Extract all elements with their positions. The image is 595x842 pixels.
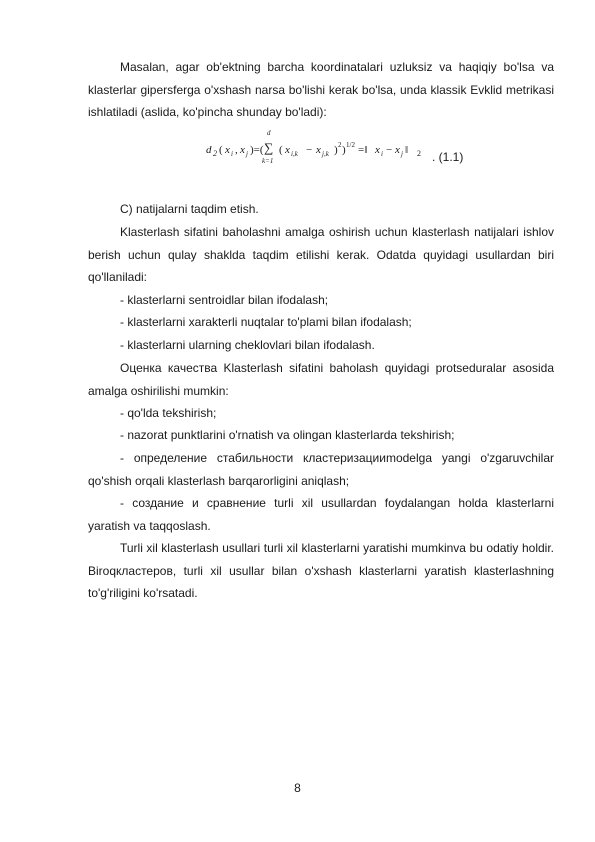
- formula-x2: x: [316, 144, 321, 156]
- formula-open: (: [219, 144, 223, 156]
- equation-number: . (1.1): [432, 150, 464, 164]
- formula-x4: x: [395, 144, 400, 156]
- list2-item-1: - qo'lda tekshirish;: [120, 406, 217, 420]
- formula-jk: j,k: [322, 150, 329, 158]
- formula-term-open: (: [279, 144, 283, 156]
- list2-item-2: - nazorat punktlarini o'rnatish va olingan klasterlarda tekshirish;: [120, 428, 455, 442]
- formula-i2: i: [381, 150, 383, 158]
- formula-sum-top: d: [267, 129, 271, 137]
- paragraph-intro: Masalan, agar ob'ektning barcha koordinatalari uzluksiz va haqiqiy bo'lsa va klasterlar gipersferga o'xshash narsa bo'lishi kerak bo'lsa, unda klassik Evklid metrikasi ishlatiladi (aslida, ko'pincha shunday bo'ladi):: [88, 60, 554, 119]
- formula-xi: x: [225, 144, 230, 156]
- formula-x3: x: [375, 144, 380, 156]
- formula-d: d: [206, 144, 212, 156]
- formula-x1: x: [285, 144, 290, 156]
- paragraph-presentation: Klasterlash sifatini baholashni amalga oshirish uchun klasterlash natijalari ishlov berish uchun qulay shaklda taqdim etilishi kerak. Odatda quyidagi usullardan biri qo'llaniladi:: [88, 225, 554, 284]
- list1-item-3: - klasterlarni ularning cheklovlari bilan ifodalash.: [120, 338, 375, 352]
- formula-close-eq: )=(: [250, 144, 264, 156]
- formula-close-pow: ): [342, 144, 346, 156]
- list1-item-1: - klasterlarni sentroidlar bilan ifodalash;: [120, 293, 329, 307]
- heading-c: C) natijalarni taqdim etish.: [120, 202, 259, 216]
- paragraph-conclusion: Turli xil klasterlash usullari turli xil klasterlarni yaratishi mumkinva bu odatiy holdir. Biroqкластеров, turli xil usullar bilan o'xshash klasterlarni yaratish klasterlashning to'g'riligini ko'rsatadi.: [88, 541, 554, 600]
- formula-xj: x: [240, 144, 245, 156]
- formula-minus: −: [306, 144, 313, 156]
- formula-sum-bottom: k=1: [262, 157, 274, 165]
- paragraph-quality: Оценка качества Klasterlash sifatini baholash quyidagi protseduralar asosida amalga oshirilishi mumkin:: [88, 361, 554, 398]
- list2-item-4: - создание и сравнение turli xil usullardan foydalangan holda klasterlarni yaratish va taqqoslash.: [88, 496, 554, 533]
- formula-sq: 2: [338, 141, 342, 149]
- list1-item-2: - klasterlarni xarakterli nuqtalar to'plami bilan ifodalash;: [120, 315, 412, 329]
- formula-sum: ∑: [264, 140, 274, 155]
- formula-i: i: [231, 150, 233, 158]
- formula-ik: i,k: [291, 150, 298, 158]
- formula-eq-norm: =‖: [358, 144, 368, 156]
- formula-j2: j: [401, 150, 403, 158]
- formula-j: j: [246, 150, 248, 158]
- formula-norm-close: ‖: [405, 144, 409, 156]
- page-number: 8: [294, 781, 301, 795]
- formula-sub2: 2: [213, 149, 217, 158]
- formula-comma: ,: [235, 144, 238, 156]
- formula-minus2: −: [386, 144, 393, 156]
- formula-pow: 1/2: [346, 141, 355, 149]
- list2-item-3: - определение стабильности кластеризацииmodelga yangi o'zgaruvchilar qo'shish orqali klasterlash barqarorligini aniqlash;: [88, 451, 554, 488]
- formula-term-close: ): [334, 144, 338, 156]
- formula-norm-sub: 2: [417, 149, 421, 158]
